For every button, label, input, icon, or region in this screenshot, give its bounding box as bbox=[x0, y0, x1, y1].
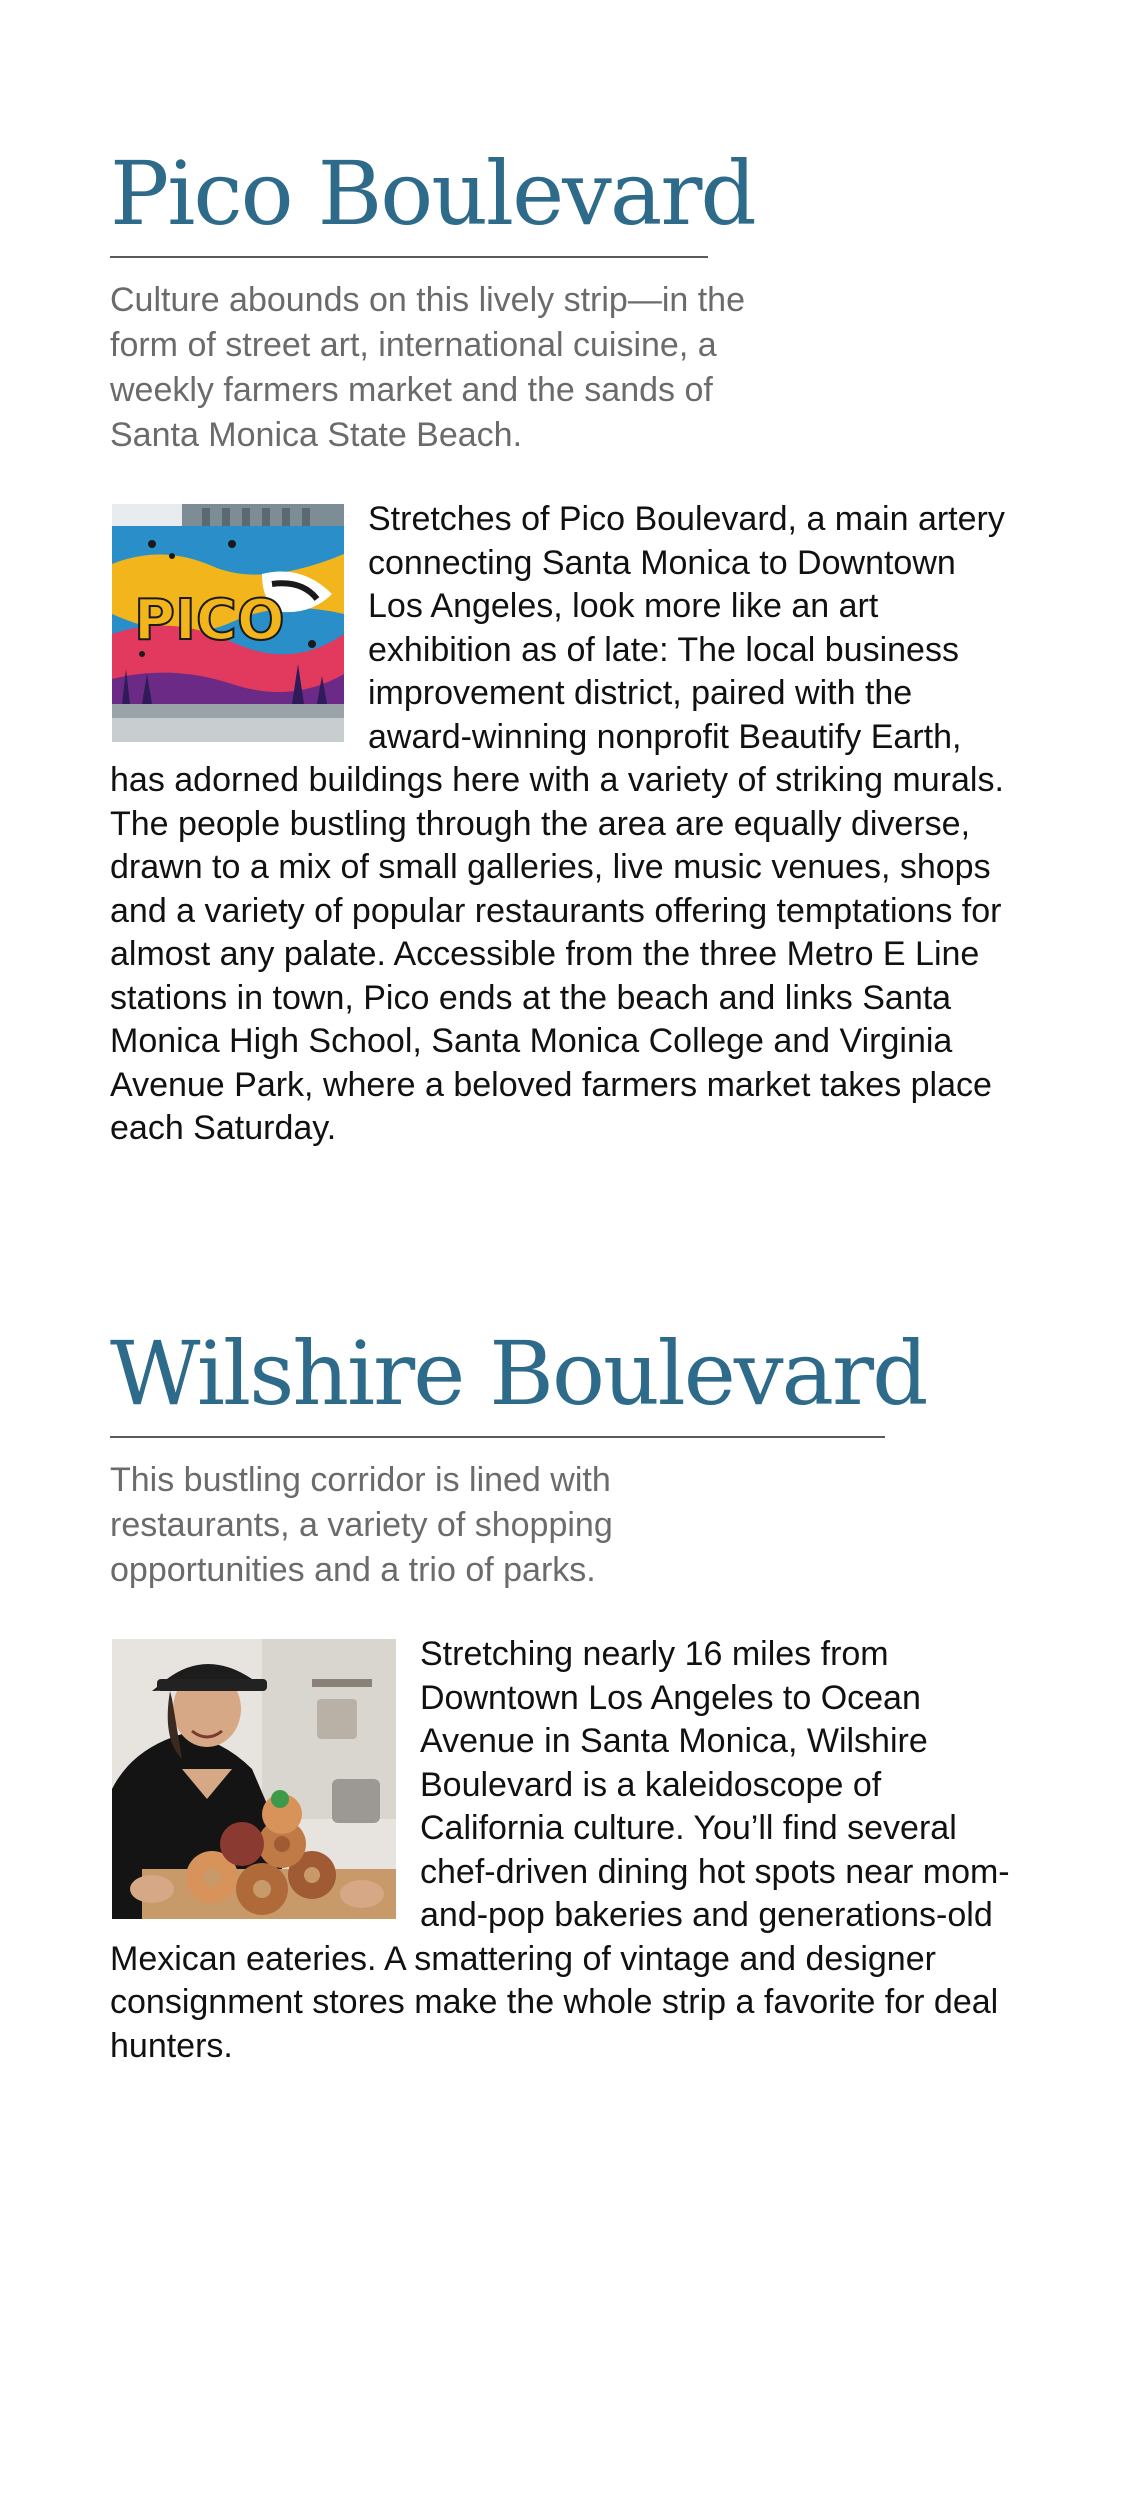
pico-intro: Culture abounds on this lively strip—in the form of street art, international cuisine, a weekly farmers market and the sands of Santa Monica State Beach. bbox=[110, 281, 745, 454]
wilshire-title: Wilshire Boulevard bbox=[110, 1322, 927, 1425]
wilshire-title-rule bbox=[110, 1436, 885, 1438]
pico-body-wrap bbox=[110, 498, 1010, 1151]
wilshire-body: Stretching nearly 16 miles from Downtown Los Angeles to Ocean Avenue in Santa Monica, Wilshire Boulevard is a kaleidoscope of California culture. You’ll find several chef-driven dining hot spots near mom-and-pop bakeries and generations-old Mexican eateries. A smattering of vintage and designer consignment stores make the whole strip a favorite for deal hunters. bbox=[110, 1635, 1010, 2065]
pico-body: Stretches of Pico Boulevard, a main artery connecting Santa Monica to Downtown Los Angeles, look more like an art exhibition as of late: The local business improvement district, paired with the award-winning nonprofit Beautify Earth, has adorned buildings here with a variety of striking murals. The people bustling through the area are equally diverse, drawn to a mix of small galleries, live music venues, shops and a variety of popular restaurants offering temptations for almost any palate. Accessible from the three Metro E Line stations in town, Pico ends at the beach and links Santa Monica High School, Santa Monica College and Virginia Avenue Park, where a beloved farmers market takes place each Saturday. bbox=[110, 500, 1005, 1147]
pico-mural-photo bbox=[112, 504, 344, 742]
wilshire-section bbox=[110, 1322, 1010, 2068]
mural-text: PICO bbox=[134, 588, 285, 653]
pico-title: Pico Boulevard bbox=[110, 142, 755, 245]
pico-section bbox=[110, 142, 1010, 1151]
wilshire-body-wrap bbox=[110, 1633, 1010, 2068]
pico-title-rule bbox=[110, 256, 708, 258]
wilshire-baker-photo bbox=[112, 1639, 396, 1919]
wilshire-intro: This bustling corridor is lined with restaurants, a variety of shopping opportunities and a trio of parks. bbox=[110, 1461, 613, 1589]
